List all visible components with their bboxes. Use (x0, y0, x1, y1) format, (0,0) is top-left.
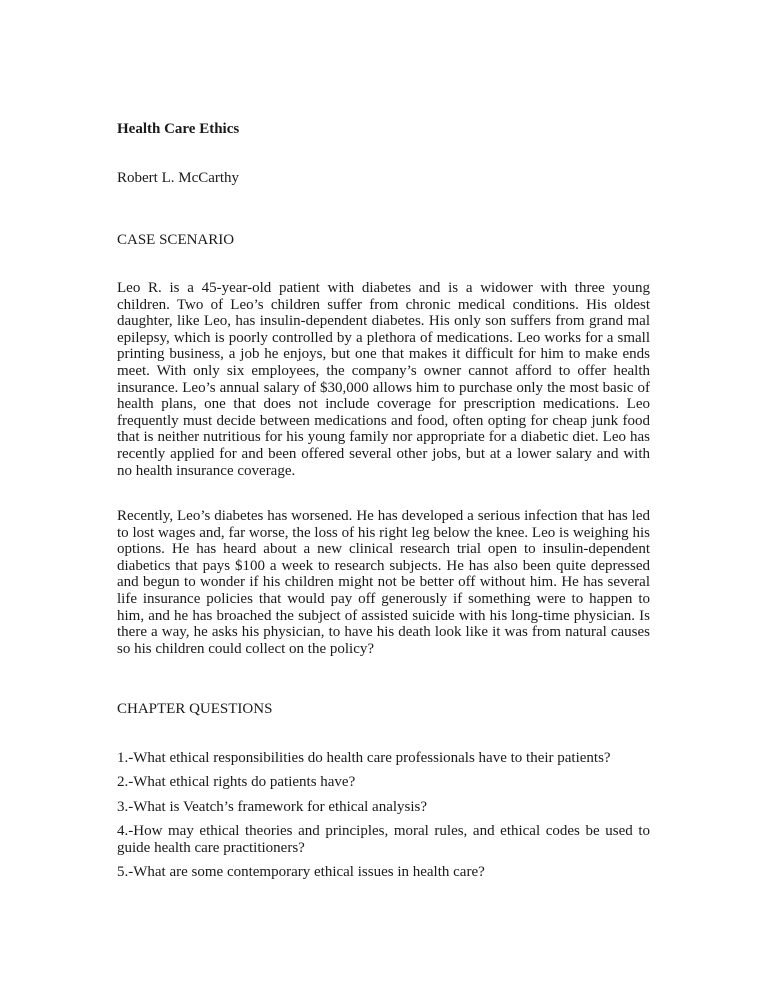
case-scenario-heading: CASE SCENARIO (117, 232, 235, 248)
case-paragraph: Leo R. is a 45-year-old patient with diabetes and is a widower with three young children. Two of Leo’s children suffer from chronic medical conditions. His oldest daughter, like Leo, has insulin-dependent diabetes. His only son suffers from grand mal epilepsy, which is poorly controlled by a plethora of medications. Leo works for a small printing business, a job he enjoys, but one that makes it difficult for him to make ends meet. With only six employees, the company’s owner cannot afford to offer health insurance. Leo’s annual salary of $30,000 allows him to purchase only the most basic of health plans, one that does not include coverage for prescription medications. Leo frequently must decide between medications and food, often opting for cheap junk food that is neither nutritious for his young family nor appropriate for a diabetic diet. Leo has recently applied for and been offered several other jobs, but at a lower salary and with no health insurance coverage. (117, 280, 650, 479)
question-item: 5.-What are some contemporary ethical issues in health care? (117, 864, 485, 881)
document-title: Health Care Ethics (117, 121, 240, 137)
case-paragraph: Recently, Leo’s diabetes has worsened. He has developed a serious infection that has led to lost wages and, far worse, the loss of his right leg below the knee. Leo is weighing his options. He has heard about a new clinical research trial open to insulin-dependent diabetics that pays $100 a week to research subjects. He has also been quite depressed and begun to wonder if his children might not be better off without him. He has several life insurance policies that would pay off generously if something were to happen to him, and he has broached the subject of assisted suicide with his long-time physician. Is there a way, he asks his physician, to have his death look like it was from natural causes so his children could collect on the policy? (117, 508, 650, 657)
question-item: 1.-What ethical responsibilities do health care professionals have to their patients? (117, 750, 611, 766)
chapter-questions-heading: CHAPTER QUESTIONS (117, 701, 273, 717)
question-item: 3.-What is Veatch’s framework for ethical analysis? (117, 798, 428, 815)
question-item: 4.-How may ethical theories and principles, moral rules, and ethical codes be used to guide health care practitioners? (117, 823, 650, 856)
question-item: 2.-What ethical rights do patients have? (117, 774, 356, 791)
chapter-questions-list (117, 750, 650, 889)
author-name: Robert L. McCarthy (117, 170, 240, 186)
